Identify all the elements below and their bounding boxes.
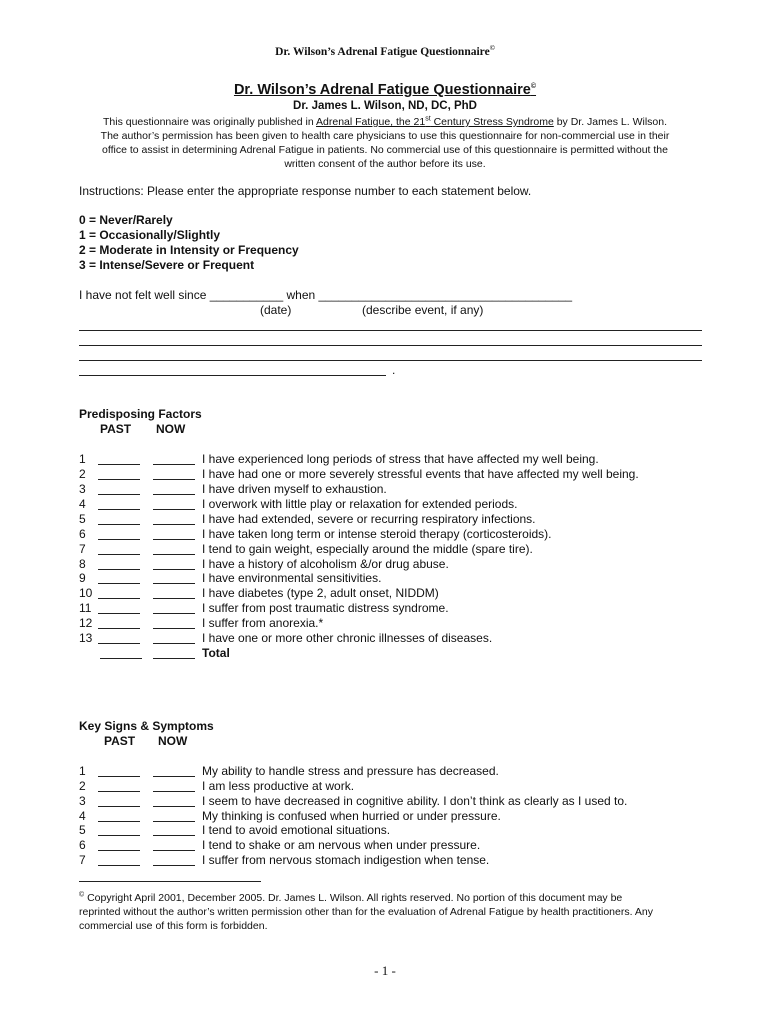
page-number: - 1 - [374,963,396,978]
past-answer-blank[interactable] [98,528,140,540]
book-title-part-a: Adrenal Fatigue, the 21 [316,116,426,128]
running-header-text: Dr. Wilson’s Adrenal Fatigue Questionnaire [275,46,490,58]
item-statement: I have a history of alcoholism &/or drug abuse. [202,557,449,571]
item-number: 1 [79,764,86,778]
item-statement: I tend to shake or am nervous when under pressure. [202,838,481,852]
now-answer-blank[interactable] [153,839,195,851]
item-statement: My thinking is confused when hurried or under pressure. [202,809,501,823]
column-past: PAST [100,422,132,436]
now-answer-blank[interactable] [153,765,195,777]
item-statement: I suffer from anorexia.* [202,616,324,630]
past-answer-blank[interactable] [98,780,140,792]
response-line[interactable] [79,360,702,361]
author-line: Dr. James L. Wilson, ND, DC, PhD [293,100,477,112]
footnote-text: Copyright April 2001, December 2005. Dr. James L. Wilson. All rights reserved. No portion of this document may be [84,892,623,904]
item-statement: I am less productive at work. [202,779,355,793]
past-answer-blank[interactable] [98,453,140,465]
scale-item: 2 = Moderate in Intensity or Frequency [79,243,299,257]
page-title-copyright-mark: © [530,83,537,91]
item-number: 7 [79,542,86,556]
item-number: 7 [79,853,86,867]
past-answer-blank[interactable] [98,587,140,599]
end-period: . [392,363,396,377]
event-label: (describe event, if any) [362,303,484,317]
intro-line-2: The author’s permission has been given to health care physicians to use this questionnaire for non-commercial use in their [100,130,670,142]
intro-line-4: written consent of the author before its use. [284,158,486,170]
item-statement: I have had one or more severely stressful events that have affected my well being. [202,467,639,481]
now-answer-blank[interactable] [153,453,195,465]
column-now: NOW [158,734,188,748]
item-number: 4 [79,809,86,823]
item-number: 6 [79,838,86,852]
book-title-superscript: st [425,115,431,123]
footnote-divider [79,881,261,882]
intro-text: This questionnaire was originally published in [102,116,317,128]
past-answer-blank[interactable] [98,854,140,866]
intro-line-3: office to assist in determining Adrenal Fatigue in patients. No commercial use of this questionnaire is permitted without the [102,144,668,156]
item-statement: I seem to have decreased in cognitive ability. I don’t think as clearly as I used to. [202,794,628,808]
item-number: 5 [79,512,86,526]
item-number: 6 [79,527,86,541]
item-statement: I tend to avoid emotional situations. [202,823,391,837]
past-answer-blank[interactable] [98,498,140,510]
response-line[interactable] [79,375,386,376]
past-total-blank[interactable] [100,647,142,659]
item-number: 9 [79,571,86,585]
now-answer-blank[interactable] [153,810,195,822]
item-number: 1 [79,452,86,466]
book-title-part-b: Century Stress Syndrome [430,116,554,128]
page-title [0,82,770,98]
column-now: NOW [156,422,186,436]
now-answer-blank[interactable] [153,528,195,540]
past-answer-blank[interactable] [98,632,140,644]
scale-item: 1 = Occasionally/Slightly [79,228,221,242]
intro-line-1 [0,115,770,129]
item-number: 8 [79,557,86,571]
running-header-copyright-mark: © [489,44,495,53]
past-answer-blank[interactable] [98,572,140,584]
now-answer-blank[interactable] [153,513,195,525]
intro-text: by Dr. James L. Wilson. [553,116,667,128]
past-answer-blank[interactable] [98,513,140,525]
now-answer-blank[interactable] [153,617,195,629]
now-answer-blank[interactable] [153,558,195,570]
column-past: PAST [104,734,136,748]
past-answer-blank[interactable] [98,602,140,614]
predisposing-title: Predisposing Factors [79,407,202,421]
past-answer-blank[interactable] [98,468,140,480]
past-answer-blank[interactable] [98,558,140,570]
item-statement: I suffer from nervous stomach indigestion when tense. [202,853,490,867]
scale-item: 3 = Intense/Severe or Frequent [79,258,255,272]
item-number: 10 [79,586,93,600]
now-answer-blank[interactable] [153,543,195,555]
now-answer-blank[interactable] [153,854,195,866]
past-answer-blank[interactable] [98,543,140,555]
item-statement: I have one or more other chronic illnesses of diseases. [202,631,493,645]
now-total-blank[interactable] [153,647,195,659]
item-number: 3 [79,482,86,496]
footnote-line-1 [79,891,622,905]
felt-well-line: I have not felt well since ___________ when ______________________________________ [79,288,573,302]
now-answer-blank[interactable] [153,587,195,599]
item-number: 13 [79,631,93,645]
now-answer-blank[interactable] [153,468,195,480]
item-number: 2 [79,467,86,481]
footnote-line-3: commercial use of this form is forbidden. [79,920,268,932]
item-number: 11 [79,601,92,615]
now-answer-blank[interactable] [153,602,195,614]
footnote-mark: © [79,891,85,899]
past-answer-blank[interactable] [98,839,140,851]
item-number: 4 [79,497,86,511]
item-statement: I suffer from post traumatic distress syndrome. [202,601,449,615]
date-label: (date) [260,303,292,317]
now-answer-blank[interactable] [153,572,195,584]
item-statement: I have diabetes (type 2, adult onset, NIDDM) [202,586,439,600]
response-line[interactable] [79,345,702,346]
item-statement: I have taken long term or intense steroid therapy (corticosteroids). [202,527,552,541]
item-statement: I overwork with little play or relaxation for extended periods. [202,497,518,511]
item-statement: I have driven myself to exhaustion. [202,482,387,496]
page-title-text: Dr. Wilson’s Adrenal Fatigue Questionnaire [233,82,531,98]
now-answer-blank[interactable] [153,483,195,495]
now-answer-blank[interactable] [153,498,195,510]
now-answer-blank[interactable] [153,824,195,836]
response-line[interactable] [79,330,702,331]
item-number: 3 [79,794,86,808]
book-title [316,116,554,128]
past-answer-blank[interactable] [98,765,140,777]
item-statement: I have environmental sensitivities. [202,571,382,585]
past-answer-blank[interactable] [98,810,140,822]
now-answer-blank[interactable] [153,632,195,644]
instructions: Instructions: Please enter the appropriate response number to each statement below. [79,184,532,198]
footnote-line-2: reprinted without the author’s written permission other than for the evaluation of Adrenal Fatigue by health practitioners. Any [79,906,653,918]
item-number: 5 [79,823,86,837]
past-answer-blank[interactable] [98,795,140,807]
now-answer-blank[interactable] [153,780,195,792]
item-statement: I have experienced long periods of stress that have affected my well being. [202,452,599,466]
now-answer-blank[interactable] [153,795,195,807]
past-answer-blank[interactable] [98,483,140,495]
item-number: 2 [79,779,86,793]
total-label: Total [202,646,230,660]
scale-item: 0 = Never/Rarely [79,213,173,227]
item-number: 12 [79,616,93,630]
symptoms-title: Key Signs & Symptoms [79,719,214,733]
item-statement: I have had extended, severe or recurring respiratory infections. [202,512,536,526]
item-statement: My ability to handle stress and pressure has decreased. [202,764,499,778]
running-header [0,46,770,58]
past-answer-blank[interactable] [98,824,140,836]
item-statement: I tend to gain weight, especially around the middle (spare tire). [202,542,533,556]
past-answer-blank[interactable] [98,617,140,629]
